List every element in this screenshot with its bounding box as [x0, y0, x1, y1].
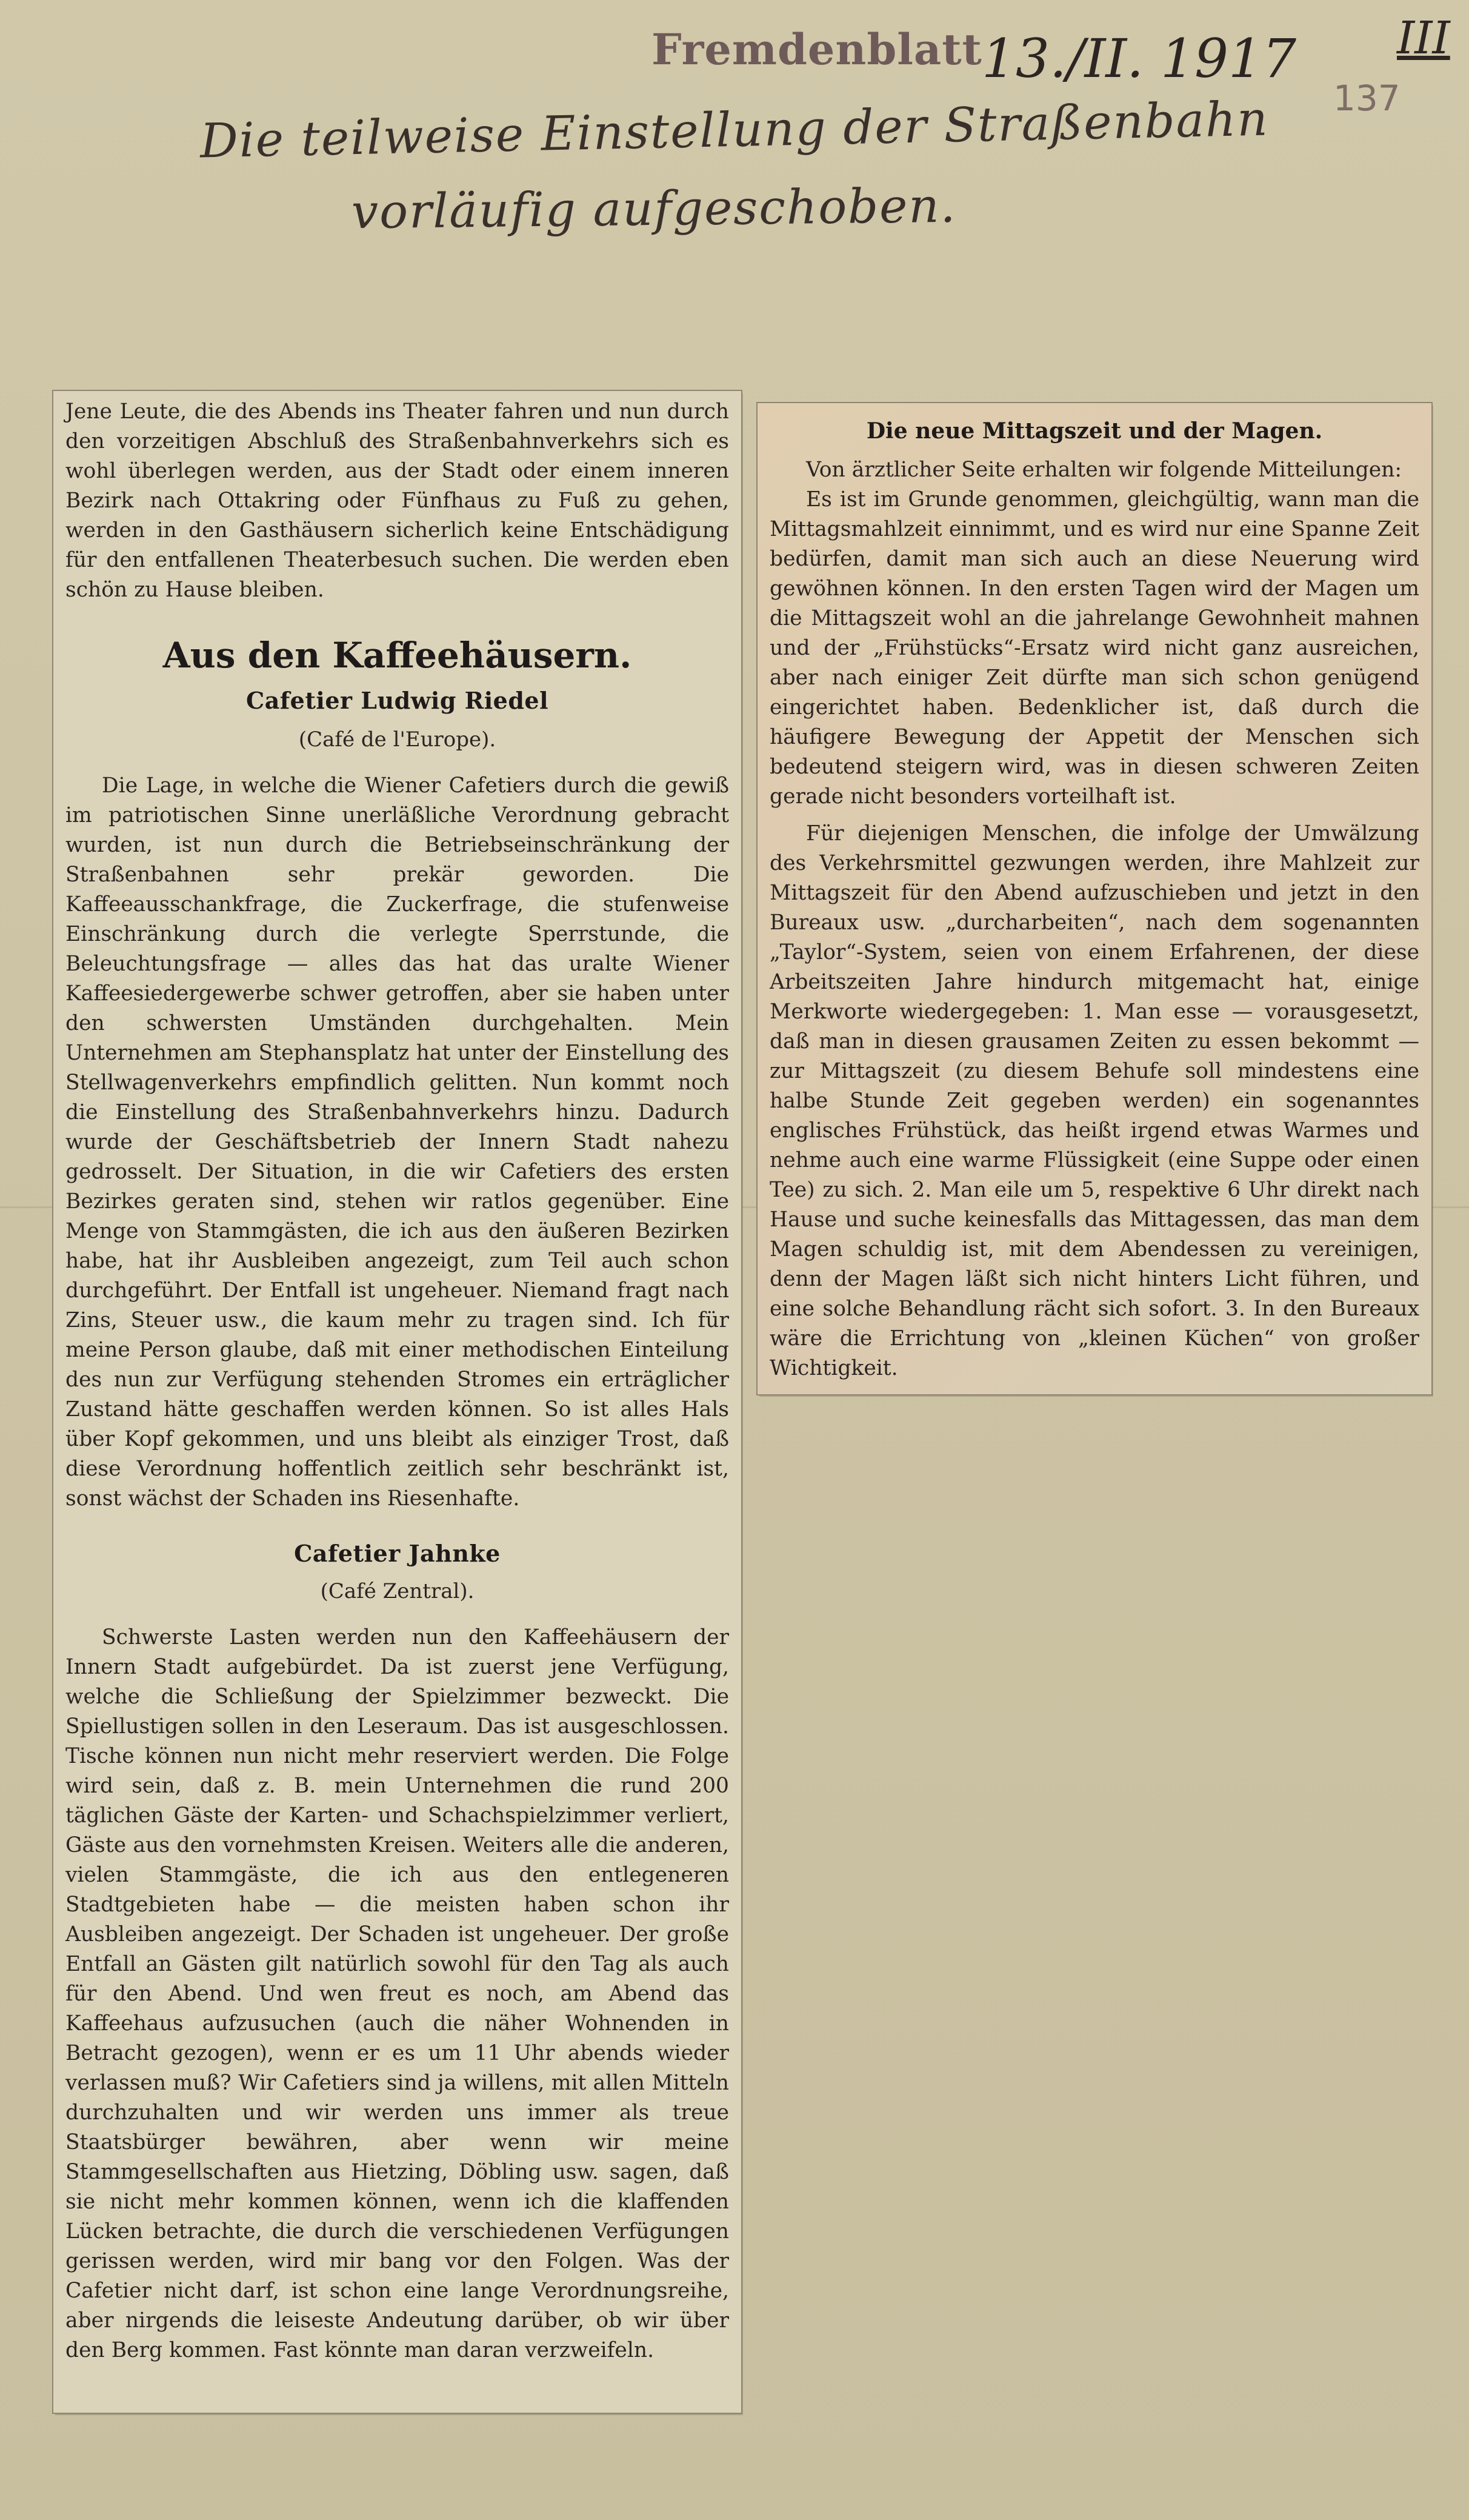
archive-number: 137 — [1333, 78, 1401, 119]
speaker2-name: Cafetier Jahnke — [294, 1540, 501, 1567]
handwritten-note-line-1: Die teilweise Einstellung der Straßenbahn — [199, 92, 1270, 169]
clipping-left — [53, 391, 741, 2413]
handwritten-date: 13./II. 1917 — [982, 27, 1297, 90]
speaker1-cafe: (Café de l'Europe). — [298, 727, 496, 752]
speaker1-name: Cafetier Ludwig Riedel — [245, 687, 549, 714]
speaker2-text: Schwerste Lasten werden nun den Kaffeehäusern der Innern Stadt aufgebürdet. Da ist zuerst jene Verfügung, welche die Schließung der Spielzimmer bezweckt. Die Spiellustigen sollen in den Leseraum. Das ist ausgeschlossen. Tische können nun nicht mehr reserviert werden. Die Folge wird sein, daß z. B. mein Unternehmen die rund 200 täglichen Gäste der Karten- und Schachspielzimmer verliert, Gäste aus den vornehmsten Kreisen. Weiters alle die anderen, vielen Stammgäste, die ich aus den entlegeneren Stadtgebieten habe — die meisten haben schon ihr Ausbleiben angezeigt. Der Schaden ist ungeheuer. Der große Entfall an Gästen gilt natürlich sowohl für den Tag als auch für den Abend. Und wen freut es noch, am Abend das Kaffeehaus aufzusuchen (auch die näher Wohnenden in Betracht gezogen), wenn er es um 11 Uhr abends wieder verlassen muß? Wir Cafetiers sind ja willens, mit allen Mitteln durchzuhalten und wir werden uns immer als treue Staatsbürger bewähren, aber wenn wir meine Stammgesellschaften aus Hietzing, Döbling usw. sagen, daß sie nicht mehr kommen können, wenn ich die klaffenden Lücken betrachte, die durch die verschiedenen Verfügungen gerissen werden, wird mir bang vor den Folgen. Was der Cafetier nicht darf, ist schon eine lange Verordnungsreihe, aber nirgends die leiseste Andeutung darüber, ob wir über den Berg kommen. Fast könnte man daran verzweifeln. — [65, 1625, 729, 2362]
right-para-3: Für diejenigen Menschen, die infolge der Umwälzung des Verkehrsmittel gezwungen werden, ihre Mahlzeit zur Mittagszeit für den Abend aufzuschieben und jetzt in den Bureaux usw. „durcharbeiten“, nach dem sogenannten „Taylor“-System, seien von einem Erfahrenen, der diese Arbeitszeiten Jahre hindurch mitgemacht hat, einige Merkworte wiedergegeben: 1. Man esse — vorausgesetzt, daß man in diesen grausamen Zeiten zu essen bekommt — zur Mittagszeit (zu diesem Behufe soll mindestens eine halbe Stunde Zeit gegeben werden) ein sogenanntes englisches Frühstück, das heißt irgend etwas Warmes und nehme auch eine warme Flüssigkeit (eine Suppe oder einen Tee) zu sich. 2. Man eile um 5, respektive 6 Uhr direkt nach Hause und suche keinesfalls das Mittagessen, das man dem Magen schuldig ist, mit dem Abendessen zu vereinigen, denn der Magen läßt sich nicht hinters Licht führen, und eine solche Behandlung rächt sich sofort. 3. In den Bureaux wäre die Errichtung von „kleinen Küchen“ von großer Wichtigkeit. — [770, 821, 1419, 1380]
left-article-column — [65, 397, 729, 2365]
intro-paragraph: Jene Leute, die des Abends ins Theater fahren und nun durch den vorzeitigen Abschluß des Straßenbahnverkehrs sich es wohl überlegen werden, aus der Stadt oder einem inneren Bezirk nach Ottakring oder Fünfhaus zu Fuß zu gehen, werden in den Gasthäusern sicherlich keine Entschädigung für den entfallenen Theaterbesuch suchen. Die werden eben schön zu Hause bleiben. — [65, 399, 729, 602]
handwritten-note-line-2: vorläufig aufgeschoben. — [351, 178, 957, 240]
right-article-column — [770, 415, 1419, 1383]
right-para-2: Es ist im Grunde genommen, gleichgültig, wann man die Mittagsmahlzeit einnimmt, und es wird nur eine Spanne Zeit bedürfen, damit man sich auch an diese Neuerung wird gewöhnen können. In den ersten Tagen wird der Magen um die Mittagszeit wohl an die jahrelange Gewohnheit mahnen und der „Frühstücks“-Ersatz wird nicht ganz ausreichen, aber nach einiger Zeit dürfte man sich schon genügend eingerichtet haben. Bedenklicher ist, daß durch die häufigere Bewegung der Appetit der Menschen sich bedeutend steigern wird, was in diesen schweren Zeiten gerade nicht besonders vorteilhaft ist. — [770, 487, 1419, 809]
page-mark: III — [1397, 12, 1450, 64]
right-para-1: Von ärztlicher Seite erhalten wir folgende Mitteilungen: — [806, 458, 1402, 482]
speaker1-text: Die Lage, in welche die Wiener Cafetiers durch die gewiß im patriotischen Sinne unerläßliche Verordnung gebracht wurden, ist nun durch die Betriebseinschränkung der Straßenbahnen sehr prekär geworden. Die Kaffeeausschankfrage, die Zuckerfrage, die stufenweise Einschränkung durch die verlegte Sperrstunde, die Beleuchtungsfrage — alles das hat das uralte Wiener Kaffeesiedergewerbe schwer getroffen, aber sie haben unter den schwersten Umständen durchgehalten. Mein Unternehmen am Stephansplatz hat unter der Einstellung des Stellwagenverkehrs empfindlich gelitten. Nun kommt noch die Einstellung des Straßenbahnverkehrs hinzu. Dadurch wurde der Geschäftsbetrieb der Innern Stadt nahezu gedrosselt. Der Situation, in die wir Cafetiers des ersten Bezirkes geraten sind, stehen wir ratlos gegenüber. Eine Menge von Stammgästen, die ich aus den äußeren Bezirken habe, hat ihr Ausbleiben angezeigt, zum Teil auch schon durchgeführt. Der Entfall ist ungeheuer. Niemand fragt nach Zins, Steuer usw., die kaum mehr zu tragen sind. Ich für meine Person glaube, daß mit einer methodischen Einteilung des nun zur Verfügung stehenden Stromes ein erträglicher Zustand hätte geschaffen werden können. So ist alles Hals über Kopf gekommen, und uns bleibt als einziger Trost, daß diese Verordnung hoffentlich zeitlich sehr beschränkt ist, sonst wächst der Schaden ins Riesenhafte. — [65, 774, 729, 1511]
speaker2-cafe: (Café Zentral). — [320, 1579, 475, 1603]
clipping-right — [758, 403, 1431, 1394]
section-title: Aus den Kaffeehäusern. — [162, 635, 632, 676]
right-article-title: Die neue Mittagszeit und der Magen. — [866, 418, 1323, 444]
newspaper-masthead: Fremdenblatt — [651, 24, 982, 75]
